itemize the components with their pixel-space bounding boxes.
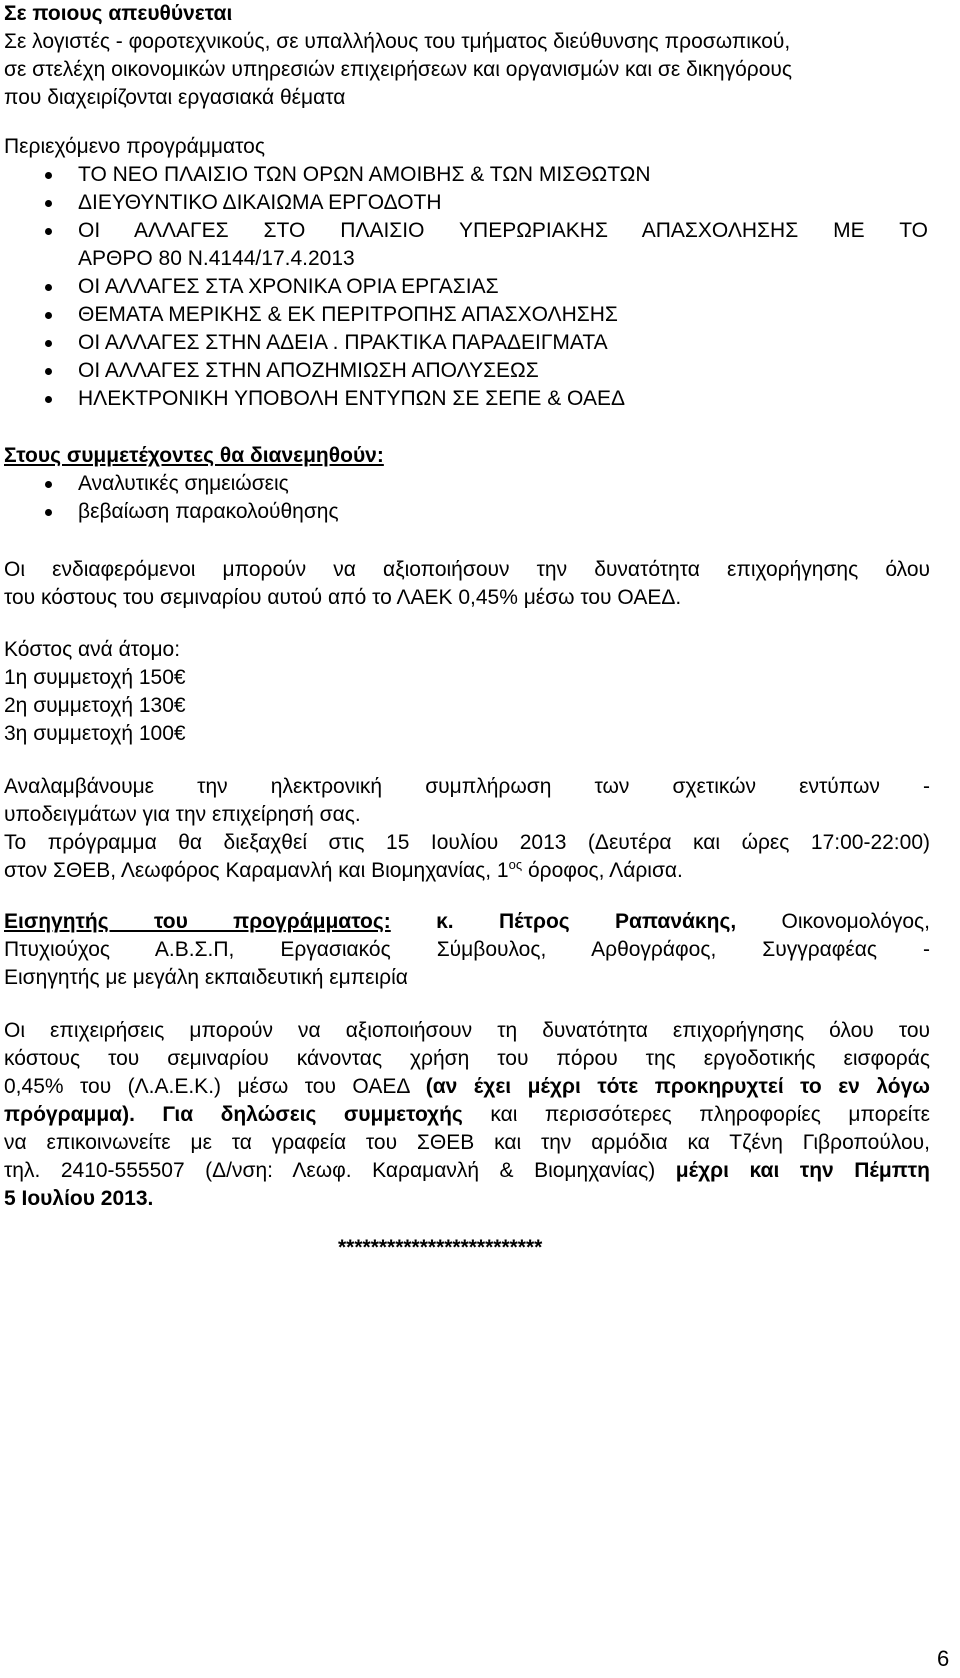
handouts-list	[0, 470, 960, 526]
registration-line-4: πρόγραμμα). Για δηλώσεις συμμετοχής και περισσότερες πληροφορίες μπορείτε	[4, 1103, 930, 1126]
speaker-label: Εισηγητής του προγράμματος:	[4, 910, 391, 933]
subsidy-line-1: Οι ενδιαφερόμενοι μπορούν να αξιοποιήσουν την δυνατότητα επιχορήγησης όλου	[4, 558, 930, 581]
cost-line-1: 1η συμμετοχή 150€	[4, 666, 186, 689]
program-list	[0, 161, 960, 413]
bullet-icon	[45, 340, 52, 347]
forms-line-1: Αναλαμβάνουμε την ηλεκτρονική συμπλήρωση των σχετικών εντύπων -	[4, 775, 930, 798]
audience-heading: Σε ποιους απευθύνεται	[4, 2, 233, 25]
audience-section	[4, 0, 930, 112]
registration-section	[4, 1017, 930, 1213]
ordinal-superscript: ος	[508, 857, 523, 872]
registration-line-3: 0,45% του (Λ.Α.Ε.Κ.) μέσω του ΟΑΕΔ (αν έχει μέχρι τότε προκηρυχτεί το εν λόγω	[4, 1075, 930, 1098]
bullet-icon	[45, 228, 52, 235]
program-item-continuation: ΑΡΘΡΟ 80 Ν.4144/17.4.2013	[78, 247, 355, 270]
audience-line-1: Σε λογιστές - φοροτεχνικούς, σε υπαλλήλους του τμήματος διεύθυνσης προσωπικού,	[4, 30, 791, 53]
schedule-line-2: στον ΣΘΕΒ, Λεωφόρος Καραμανλή και Βιομηχανίας, $1^{o\varsigma}$ όροφος, Λάρισα.	[4, 857, 683, 882]
registration-line-5: να επικοινωνείτε με τα γραφεία του ΣΘΕΒ και την αρμόδια κα Τζένη Γιβροπούλου,	[4, 1131, 930, 1154]
handouts-heading-block	[4, 442, 930, 470]
bullet-icon	[45, 509, 52, 516]
program-heading: Περιεχόμενο προγράμματος	[4, 135, 265, 158]
schedule-section	[4, 829, 930, 885]
program-item: ΟΙ ΑΛΛΑΓΕΣ ΣΤΗΝ ΑΔΕΙΑ . ΠΡΑΚΤΙΚΑ ΠΑΡΑΔΕΙΓΜΑΤΑ	[0, 329, 960, 357]
subsidy-line-2: του κόστους του σεμιναρίου αυτού από το ΛΑΕΚ 0,45% μέσω του ΟΑΕΔ.	[4, 586, 682, 609]
program-item: ΟΙ ΑΛΛΑΓΕΣ ΣΤΑ ΧΡΟΝΙΚΑ ΟΡΙΑ ΕΡΓΑΣΙΑΣ	[0, 273, 960, 301]
speaker-line-1: Εισηγητής του προγράμματος: κ. Πέτρος Ραπανάκης, Οικονομολόγος,	[4, 910, 931, 933]
bullet-icon	[45, 368, 52, 375]
cost-heading: Κόστος ανά άτομο:	[4, 638, 181, 661]
separator-stars: *************************	[338, 1236, 543, 1259]
program-item: ΟΙ ΑΛΛΑΓΕΣ ΣΤΟ ΠΛΑΙΣΙΟ ΥΠΕΡΩΡΙΑΚΗΣ ΑΠΑΣΧΟΛΗΣΗΣ ΜΕ ΤΟ	[0, 217, 928, 245]
cost-section	[4, 636, 930, 748]
speaker-name: κ. Πέτρος Ραπανάκης,	[436, 910, 737, 933]
speaker-section	[4, 908, 930, 992]
speaker-line-3: Εισηγητής με μεγάλη εκπαιδευτική εμπειρία	[4, 966, 408, 989]
bullet-icon	[45, 284, 52, 291]
registration-line-2: κόστους του σεμιναρίου κάνοντας χρήση του πόρου της εργοδοτικής εισφοράς	[4, 1047, 930, 1070]
subsidy-section	[4, 556, 930, 612]
program-item: ΔΙΕΥΘΥΝΤΙΚΟ ΔΙΚΑΙΩΜΑ ΕΡΓΟΔΟΤΗ	[0, 189, 960, 217]
bullet-icon	[45, 172, 52, 179]
handout-item: Αναλυτικές σημειώσεις	[0, 470, 960, 498]
cost-line-2: 2η συμμετοχή 130€	[4, 694, 186, 717]
handouts-heading: Στους συμμετέχοντες θα διανεμηθούν:	[4, 444, 384, 467]
program-item: ΘΕΜΑΤΑ ΜΕΡΙΚΗΣ & ΕΚ ΠΕΡΙΤΡΟΠΗΣ ΑΠΑΣΧΟΛΗΣΗΣ	[0, 301, 960, 329]
page-number: 6	[937, 1646, 950, 1671]
program-item: ΟΙ ΑΛΛΑΓΕΣ ΣΤΗΝ ΑΠΟΖΗΜΙΩΣΗ ΑΠΟΛΥΣΕΩΣ	[0, 357, 960, 385]
speaker-line-2: Πτυχιούχος Α.Β.Σ.Π, Εργασιακός Σύμβουλος, Αρθογράφος, Συγγραφέας -	[4, 938, 930, 961]
bullet-icon	[45, 200, 52, 207]
audience-line-2: σε στελέχη οικονομικών υπηρεσιών επιχειρήσεων και οργανισμών και σε δικηγόρους	[4, 58, 793, 81]
registration-line-6: τηλ. 2410-555507 (Δ/νση: Λεωφ. Καραμανλή & Βιομηχανίας) μέχρι και την Πέμπτη	[4, 1159, 930, 1182]
registration-line-7: 5 Ιουλίου 2013.	[4, 1187, 154, 1210]
cost-line-3: 3η συμμετοχή 100€	[4, 722, 186, 745]
handout-item: βεβαίωση παρακολούθησης	[0, 498, 960, 526]
bullet-icon	[45, 312, 52, 319]
registration-line-1: Οι επιχειρήσεις μπορούν να αξιοποιήσουν τη δυνατότητα επιχορήγησης όλου του	[4, 1019, 930, 1042]
forms-line-2: υποδειγμάτων για την επιχείρησή σας.	[4, 803, 361, 826]
bullet-icon	[45, 481, 52, 488]
forms-section	[4, 773, 930, 829]
program-item: ΤΟ ΝΕΟ ΠΛΑΙΣΙΟ ΤΩΝ ΟΡΩΝ ΑΜΟΙΒΗΣ & ΤΩΝ ΜΙΣΘΩΤΩΝ	[0, 161, 960, 189]
program-item: ΗΛΕΚΤΡΟΝΙΚΗ ΥΠΟΒΟΛΗ ΕΝΤΥΠΩΝ ΣΕ ΣΕΠΕ & ΟΑΕΔ	[0, 385, 960, 413]
bullet-icon	[45, 396, 52, 403]
audience-line-3: που διαχειρίζονται εργασιακά θέματα	[4, 86, 346, 109]
program-heading-block	[4, 133, 930, 161]
schedule-line-1: Το πρόγραμμα θα διεξαχθεί στις 15 Ιουλίου 2013 (Δευτέρα και ώρες 17:00-22:00)	[4, 831, 930, 854]
